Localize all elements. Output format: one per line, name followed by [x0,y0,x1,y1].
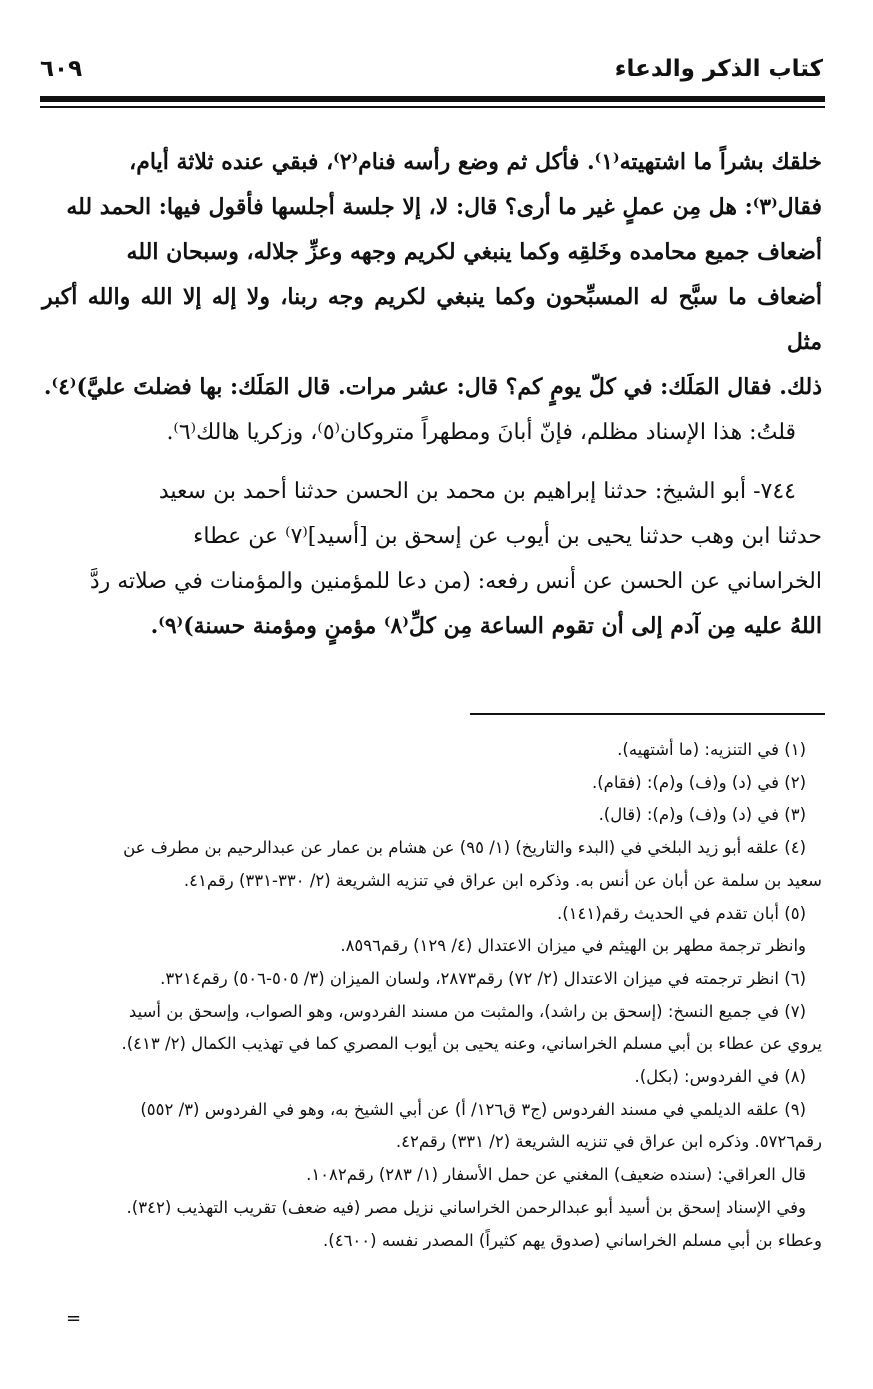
chapter-title: كتاب الذكر والدعاء [614,56,823,82]
text-line: فقال⁽٣⁾: هل مِن عملٍ غير ما أرى؟ قال: لا، إلا جلسة أجلسها فأقول فيها: الحمد لله [66,194,822,220]
hadith-line: ٧٤٤- أبو الشيخ: حدثنا إبراهيم بن محمد بن الحسن حدثنا أحمد بن سعيد [158,479,796,504]
footnote: (٢) في (د) و(ف) و(م): (فقام). [592,772,806,792]
footnote-continuation: رقم٥٧٢٦. وذكره ابن عراق في تنزيه الشريعة (٢/ ٣٣١) رقم٤٢. [395,1132,822,1152]
paragraph-gap [42,455,822,469]
text-line: أضعاف ما سبَّح له المسبِّحون وكما ينبغي لكريم وجه ربنا، ولا إله إلا الله والله أكبر مثل [42,284,822,355]
footnote-continuation: يروي عن عطاء بن أبي مسلم الخراساني، وعنه يحيى بن أيوب المصري كما في تهذيب الكمال (٢/ ٤١٣). [121,1034,822,1054]
footnote: وانظر ترجمة مطهر بن الهيثم في ميزان الاعتدال (٤/ ١٢٩) رقم٨٥٩٦. [340,936,806,956]
header-rule-thin [40,106,825,108]
hadith-line: حدثنا ابن وهب حدثنا يحيى بن أيوب عن إسحق بن [أسيد]⁽٧⁾ عن عطاء [193,524,822,549]
footnote: قال العراقي: (سنده ضعيف) المغني عن حمل الأسفار (١/ ٢٨٣) رقم١٠٨٢. [306,1165,806,1185]
text-line: ذلك. فقال المَلَك: في كلّ يومٍ كم؟ قال: عشر مرات. قال المَلَك: بها فضلتَ عليَّ)⁽٤⁾. [43,374,822,400]
footnote: (٩) علقه الديلمي في مسند الفردوس (ج٣ ق١٢٦/ أ) عن أبي الشيخ به، وهو في الفردوس (٣/ ٥٥٢) [140,1099,806,1119]
footnote-continuation: سعيد بن سلمة عن أبان عن أنس به. وذكره ابن عراق في تنزيه الشريعة (٢/ ٣٣٠-٣٣١) رقم٤١. [183,870,822,890]
footnote: (٦) انظر ترجمته في ميزان الاعتدال (٢/ ٧٢) رقم٢٨٧٣، ولسان الميزان (٣/ ٥٠٥-٥٠٦) رقم٣٢١٤. [160,968,806,988]
footnote-separator [470,713,825,715]
commentary-line: قلتُ: هذا الإسناد مظلم، فإنّ أبانَ ومطهراً متروكان⁽٥⁾، وزكريا هالك⁽٦⁾. [166,420,796,445]
hadith-line: اللهُ عليه مِن آدم إلى أن تقوم الساعة مِن كلِّ⁽٨⁾ مؤمنٍ ومؤمنة حسنة)⁽٩⁾. [150,613,822,639]
footnote: (٨) في الفردوس: (بكل). [634,1067,806,1087]
footnote: (٧) في جميع النسخ: (إسحق بن راشد)، والمثبت من مسند الفردوس، وهو الصواب، وإسحق بن أسيد [128,1001,806,1021]
hadith-line: الخراساني عن الحسن عن أنس رفعه: (من دعا للمؤمنين والمؤمنات في صلاته ردَّ [89,569,822,594]
continuation-mark: = [66,1308,82,1329]
page-number: ٦٠٩ [40,56,83,82]
header-rule-thick [40,96,825,102]
footnote: (٤) علقه أبو زيد البلخي في (البدء والتاريخ) (١/ ٩٥) عن هشام بن عمار عن عبدالرحيم بن مطرف عن [123,838,806,858]
main-text [42,140,822,649]
footnote: (١) في التنزيه: (ما أشتهيه). [617,740,806,759]
footnote-continuation: وعطاء بن أبي مسلم الخراساني (صدوق يهم كثيراً) المصدر نفسه (٤٦٠٠). [323,1230,822,1250]
text-line: خلقك بشراً ما اشتهيته⁽١⁾. فأكل ثم وضع رأسه فنام⁽٢⁾، فبقي عنده ثلاثة أيام، [129,149,822,175]
footnote: (٣) في (د) و(ف) و(م): (قال). [598,805,806,825]
footnote: (٥) أبان تقدم في الحديث رقم(١٤١). [556,903,806,923]
text-line: أضعاف جميع محامده وخَلقِه وكما ينبغي لكريم وجهه وعزِّ جلاله، وسبحان الله [126,239,822,265]
footnote: وفي الإسناد إسحق بن أسيد أبو عبدالرحمن الخراساني نزيل مصر (فيه ضعف) تقريب التهذيب (٣٤٢). [126,1197,806,1217]
footnotes [44,734,822,1257]
running-header [40,52,825,92]
